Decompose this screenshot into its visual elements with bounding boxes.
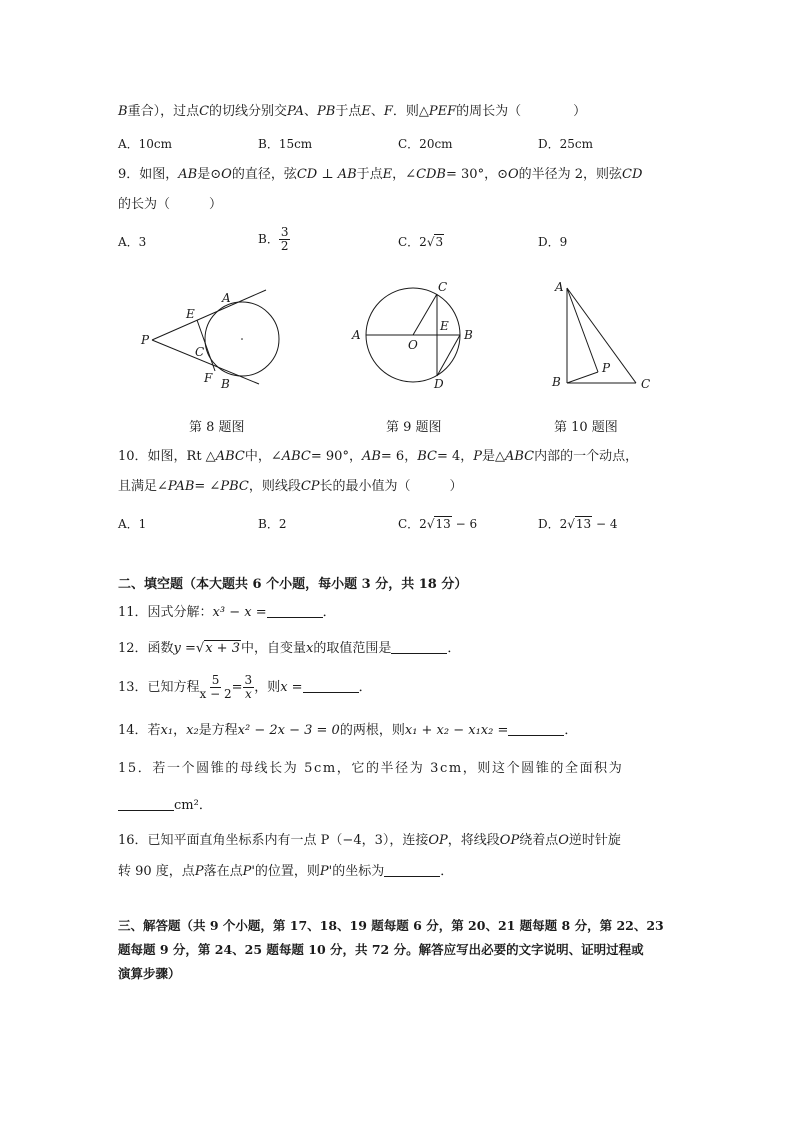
q11-expr: x³ − x = xyxy=(212,605,267,620)
fraction-denominator: x − 2 xyxy=(199,687,232,701)
q8-text: ．则△ xyxy=(392,104,429,119)
q10-text: 内部的一个动点， xyxy=(534,449,639,464)
q16-text: 落在点 xyxy=(203,864,243,879)
q16-text: 转 90 度，点 xyxy=(118,864,195,879)
q10-text: 且满足∠ xyxy=(118,479,168,494)
q14-text: ， xyxy=(173,723,187,738)
q9-text: ，∠ xyxy=(392,167,417,182)
q10-text: 中，∠ xyxy=(244,449,282,464)
fraction-numerator: 3 xyxy=(244,673,253,687)
figure-8 xyxy=(135,280,285,395)
q8-text: 的周长为（ ） xyxy=(456,104,587,119)
fig10-label-p: P xyxy=(602,361,611,375)
figure-10 xyxy=(545,278,660,393)
fig8-label-p: P xyxy=(141,333,150,347)
q12-text: 中，自变量 xyxy=(240,641,306,656)
q15-unit: cm² xyxy=(174,798,199,813)
q8-text: 、 xyxy=(304,104,318,119)
q10-option-b: B．2 xyxy=(258,517,287,531)
q11 xyxy=(118,604,336,622)
section3-heading-line3: 演算步骤） xyxy=(118,966,181,981)
q10-text: = 6， xyxy=(380,449,418,464)
q9-option-b-label: B． xyxy=(258,232,279,246)
q9-text: 的半径为 2，则弦 xyxy=(518,167,623,182)
q16 xyxy=(118,832,621,850)
q11-answer-blank[interactable] xyxy=(267,605,323,618)
q10-text: = 90°， xyxy=(310,449,362,464)
q14 xyxy=(118,722,577,740)
q16-text: 绕着点 xyxy=(519,833,559,848)
q10-var: ABC xyxy=(215,449,245,464)
q16-text: 的位置，则 xyxy=(254,864,320,879)
fig10-label-c: C xyxy=(641,377,651,391)
section3-heading-line1: 三、解答题（共 9 个小题，第 17、18、19 题每题 6 分，第 20、21 题每题 8 分，第 22、23 xyxy=(118,918,664,933)
q10-option-d xyxy=(538,516,618,532)
q10-option-c xyxy=(398,516,477,532)
q10-var: PAB xyxy=(167,479,195,494)
q12-text: 的取值范围是 xyxy=(313,641,392,656)
fig8-tangent-pa xyxy=(152,290,266,340)
q8-text: 的切线分别交 xyxy=(209,104,288,119)
q8-var: PB xyxy=(317,104,336,119)
fraction-denominator: x xyxy=(244,687,252,701)
q16-line2 xyxy=(118,863,453,881)
q12-end: ． xyxy=(447,641,461,656)
q12-var: y = xyxy=(173,641,196,656)
q9-var: AB xyxy=(178,167,198,182)
q8-text: 于点 xyxy=(335,104,362,119)
q14-text: 的两根，则 xyxy=(339,723,405,738)
fig8-label-b: B xyxy=(221,377,230,391)
q14-end: ． xyxy=(564,723,578,738)
q12 xyxy=(118,640,460,658)
q9-var: O xyxy=(221,167,232,182)
q10-text: 10．如图，Rt △ xyxy=(118,449,216,464)
q8-option-d: D．25cm xyxy=(538,137,593,151)
fig8-center-dot xyxy=(241,338,243,340)
q16-var: P' xyxy=(242,864,255,879)
q16-var: OP xyxy=(428,833,448,848)
fig8-caption: 第 8 题图 xyxy=(189,420,245,435)
q8-var: PEF xyxy=(428,104,457,119)
q14-var: x₁ xyxy=(160,723,174,738)
q8-var: C xyxy=(199,104,210,119)
q12-text: 12．函数 xyxy=(118,641,174,656)
fig9-radius-oc xyxy=(413,294,437,335)
sqrt-sign: √ xyxy=(195,641,205,656)
q15-line2 xyxy=(118,797,212,815)
q12-var: x xyxy=(306,641,314,656)
q16-text: 的坐标为 xyxy=(332,864,385,879)
q10-text: = 4， xyxy=(436,449,474,464)
q8-option-a: A．10cm xyxy=(118,137,173,151)
q8-var: F xyxy=(383,104,393,119)
q9-text: = 30°，⊙ xyxy=(446,167,508,182)
q9-option-a: A．3 xyxy=(118,235,147,249)
fig9-label-b: B xyxy=(464,328,473,342)
q15-end: ． xyxy=(198,798,212,813)
section3-heading-line2: 题每题 9 分，第 24、25 题每题 10 分，共 72 分。解答应写出必要的文字说明、证明过程或 xyxy=(118,942,644,957)
q14-equation: x² − 2x − 3 = 0 xyxy=(237,723,340,738)
q16-var: OP xyxy=(499,833,520,848)
fraction-numerator: 3 xyxy=(280,225,289,239)
fig8-label-a: A xyxy=(222,291,231,305)
q9-option-c-label: C．2 xyxy=(398,235,427,249)
q13-end: ． xyxy=(358,680,372,695)
q13-fraction-left xyxy=(200,674,232,701)
q9-option-c xyxy=(398,234,444,250)
fig8-label-f: F xyxy=(204,371,213,385)
q13-var: x = xyxy=(280,680,303,695)
q9-var: CD xyxy=(622,167,643,182)
q10-text: ，则线段 xyxy=(248,479,301,494)
q10-text: 长的最小值为（ ） xyxy=(319,479,463,494)
q9-var: O xyxy=(507,167,519,182)
sqrt-sign: √ xyxy=(567,517,575,531)
radicand: x + 3 xyxy=(205,641,240,656)
q8-var: PA xyxy=(287,104,304,119)
q10-option-d-suffix: − 4 xyxy=(592,517,618,531)
q8-text: 重合），过点 xyxy=(127,104,200,119)
q14-answer-blank[interactable] xyxy=(508,723,564,736)
fraction-numerator: 5 xyxy=(211,673,220,687)
q13 xyxy=(118,673,372,703)
q16-var: O xyxy=(558,833,569,848)
q10-var: ABC xyxy=(505,449,535,464)
q10-var: P xyxy=(473,449,482,464)
q9-stem xyxy=(118,166,642,184)
q13-fraction-right xyxy=(243,674,255,701)
q16-answer-blank[interactable] xyxy=(384,864,440,877)
q14-text: 是方程 xyxy=(198,723,238,738)
q13-answer-blank[interactable] xyxy=(303,680,359,693)
q9-var: CD ⊥ AB xyxy=(296,167,357,182)
q16-text: ，将线段 xyxy=(447,833,500,848)
q16-end: ． xyxy=(440,864,454,879)
q9-var: CDB xyxy=(416,167,446,182)
q10-stem-line2 xyxy=(118,478,463,496)
q15-answer-blank[interactable] xyxy=(118,798,174,811)
q16-text: 逆时针旋 xyxy=(568,833,621,848)
radicand: 3 xyxy=(435,235,444,249)
q10-stem xyxy=(118,448,638,466)
q8-option-c: C．20cm xyxy=(398,137,453,151)
q14-var: x₂ xyxy=(186,723,199,738)
q14-expr: x₁ + x₂ − x₁x₂ = xyxy=(404,723,509,738)
q11-end: ． xyxy=(322,605,336,620)
figure-9 xyxy=(345,278,480,393)
q9-text: 是⊙ xyxy=(197,167,222,182)
q9-option-b-fraction xyxy=(279,226,291,253)
q9-option-d: D．9 xyxy=(538,235,568,249)
q13-text: 13．已知方程 xyxy=(118,680,200,695)
fig9-caption: 第 9 题图 xyxy=(386,420,442,435)
q8-text: 、 xyxy=(370,104,384,119)
q10-var: AB xyxy=(361,449,381,464)
q10-var: PBC xyxy=(220,479,249,494)
q9-text: 于点 xyxy=(356,167,383,182)
fig9-label-e: E xyxy=(440,319,449,333)
section2-heading: 二、填空题（本大题共 6 个小题，每小题 3 分，共 18 分） xyxy=(118,577,468,592)
q10-option-c-suffix: − 6 xyxy=(451,517,478,531)
q8-continuation xyxy=(118,103,586,121)
q12-answer-blank[interactable] xyxy=(391,641,447,654)
q10-option-d-label: D．2 xyxy=(538,517,568,531)
q8-option-b: B．15cm xyxy=(258,137,313,151)
fig8-label-e: E xyxy=(186,307,195,321)
radicand: 13 xyxy=(435,517,451,531)
q9-var: E xyxy=(382,167,393,182)
fig10-label-a: A xyxy=(555,280,564,294)
q9-option-b xyxy=(258,226,290,253)
fig9-label-a: A xyxy=(352,328,361,342)
radicand: 13 xyxy=(575,517,592,531)
fig8-label-c: C xyxy=(195,345,205,359)
sqrt-sign: √ xyxy=(426,235,435,249)
q10-text: 是△ xyxy=(482,449,505,464)
fig9-label-o: O xyxy=(408,338,418,352)
fig10-caption: 第 10 题图 xyxy=(554,420,618,435)
q8-var: B xyxy=(118,104,128,119)
q9-text: 的长为（ ） xyxy=(118,197,223,212)
fig10-segment-bp xyxy=(567,372,598,383)
q14-text: 14．若 xyxy=(118,723,161,738)
q16-text: 16．已知平面直角坐标系内有一点 P（−4，3），连接 xyxy=(118,833,429,848)
q15: 15．若一个圆锥的母线长为 5cm，它的半径为 3cm，则这个圆锥的全面积为 xyxy=(118,761,624,776)
fig9-chord-db xyxy=(437,335,460,376)
q10-text: = ∠ xyxy=(194,479,221,494)
q8-var: E xyxy=(361,104,371,119)
fig9-label-d: D xyxy=(434,377,444,391)
q9-text: 的直径，弦 xyxy=(231,167,297,182)
q16-var: P xyxy=(194,864,204,879)
fraction-denominator: 2 xyxy=(280,239,289,253)
q16-var: P' xyxy=(319,864,333,879)
q10-option-c-label: C．2 xyxy=(398,517,427,531)
fig10-segment-ap xyxy=(567,288,598,372)
q9-text: 9．如图， xyxy=(118,167,179,182)
q10-var: BC xyxy=(417,449,437,464)
q10-option-a: A．1 xyxy=(118,517,147,531)
q10-var: CP xyxy=(300,479,320,494)
q11-text: 11．因式分解： xyxy=(118,605,213,620)
q13-text: ，则 xyxy=(254,680,281,695)
fig9-label-c: C xyxy=(438,280,448,294)
sqrt-sign: √ xyxy=(426,517,435,531)
q13-eq: = xyxy=(231,680,243,695)
fig10-label-b: B xyxy=(552,375,561,389)
q10-var: ABC xyxy=(281,449,311,464)
q9-stem-line2 xyxy=(118,196,222,214)
